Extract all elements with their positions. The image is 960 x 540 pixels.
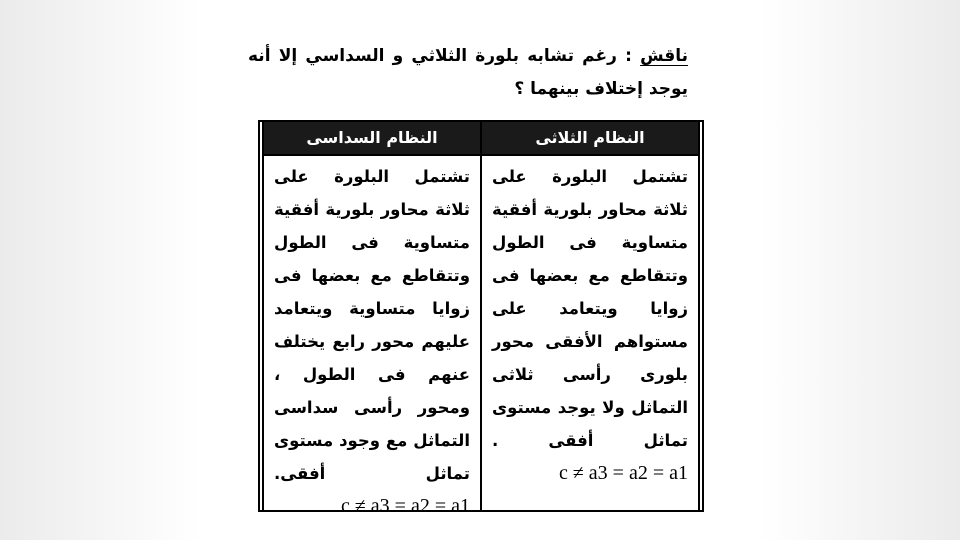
- hexagonal-formula: c ≠ a3 = a2 = a1: [340, 495, 470, 517]
- hexagonal-header: النظام السداسى: [264, 122, 480, 156]
- hexagonal-description: تشتمل البلورة على ثلاثة محاور بلورية أفقية متساوية فى الطول وتتقاطع مع بعضها فى زوايا متساوية ويتعامد عليهم محور رابع يختلف عنهم فى الطول ، ومحور رأسى سداسى التماثل مع وجود مستوى تماثل أفقى.: [274, 167, 470, 483]
- trigonal-formula: c ≠ a3 = a2 = a1: [558, 462, 688, 484]
- hexagonal-column: [262, 122, 482, 517]
- trigonal-header: النظام الثلاثى: [482, 122, 698, 156]
- trigonal-description: تشتمل البلورة على ثلاثة محاور بلورية أفقية متساوية فى الطول وتتقاطع مع بعضها فى زوايا ويتعامد على مستواهم الأفقى محور بلورى رأسى ثلاثى التماثل ولا يوجد مستوى تماثل أفقى .: [492, 167, 688, 450]
- question-body: : رغم تشابه بلورة الثلاثي و السداسي إلا أنه يوجد إختلاف بينهما ؟: [248, 46, 688, 99]
- question-text: [248, 40, 688, 106]
- question-label: ناقش: [640, 46, 688, 66]
- comparison-table: [258, 120, 704, 517]
- trigonal-column: [480, 122, 700, 510]
